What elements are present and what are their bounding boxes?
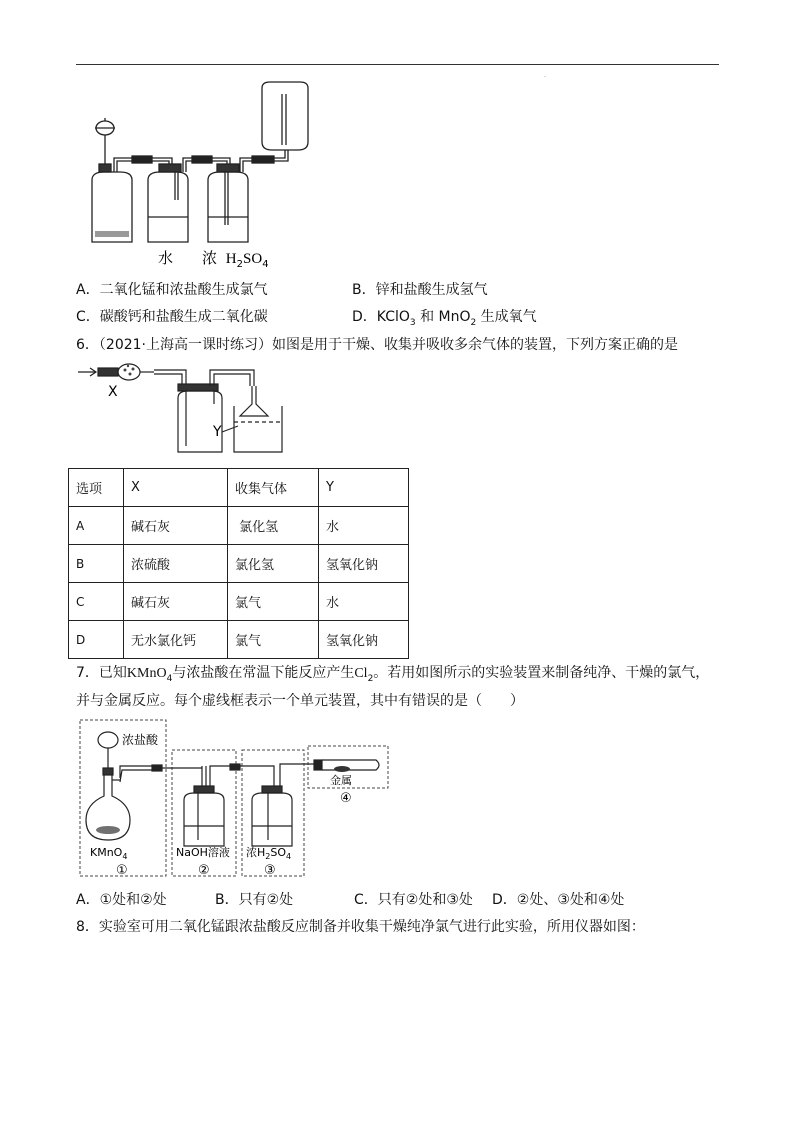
q5-option-d-sub1: 3 <box>409 317 416 328</box>
table-cell: B <box>69 545 124 583</box>
q5-label-conc: 浓 <box>202 249 218 267</box>
q7-label-conc-sub2: 4 <box>286 852 292 861</box>
q8-stem: 8．实验室可用二氧化锰跟浓盐酸反应制备并收集干燥纯净氯气进行此实验，所用仪器如图： <box>76 919 645 935</box>
q7-stem-cl: Cl <box>354 666 368 681</box>
q7-label-n1: ① <box>116 863 128 878</box>
table-cell: 碱石灰 <box>124 507 228 545</box>
q6-options-table <box>68 468 409 659</box>
q7-label-kmno4-main: KMnO <box>90 846 123 859</box>
q5-option-b: B．锌和盐酸生成氢气 <box>352 282 488 298</box>
q7-apparatus-figure <box>76 716 392 882</box>
q7-option-a: A．①处和②处 <box>76 892 167 908</box>
table-cell: 氯化氢 <box>228 545 319 583</box>
table-cell: 氯化氢 <box>228 507 319 545</box>
table-cell: 氯气 <box>228 621 319 659</box>
q7-stem-b: 与浓盐酸在常温下能反应产生 <box>172 665 355 681</box>
q7-stem-cl-sub: 2 <box>367 673 374 684</box>
table-cell: 无水氯化钙 <box>124 621 228 659</box>
q7-label-metal: 金属 <box>330 774 352 787</box>
header-rule <box>76 64 719 65</box>
q6-label-x: X <box>108 384 118 400</box>
q7-stem-a: 7．已知 <box>76 665 127 681</box>
q5-label-sub2: 2 <box>236 259 244 270</box>
q7-label-n3: ③ <box>264 863 276 878</box>
table-cell: 浓硫酸 <box>124 545 228 583</box>
q7-label-n2: ② <box>198 863 210 878</box>
q5-option-a: A．二氧化锰和浓盐酸生成氯气 <box>76 282 268 298</box>
table-row <box>69 545 409 583</box>
table-cell: 水 <box>319 507 409 545</box>
q5-option-c: C．碳酸钙和盐酸生成二氧化碳 <box>76 309 268 325</box>
q5-label-so: SO <box>243 251 263 267</box>
q7-label-naoh: NaOH溶液 <box>176 846 230 859</box>
q6-stem: 6．（2021·上海高一课时练习）如图是用于干燥、收集并吸收多余气体的装置，下列方案正确的是 <box>76 337 678 353</box>
table-cell: 氢氧化钠 <box>319 545 409 583</box>
q5-label-sub4: 4 <box>262 259 269 270</box>
table-header-cell: X <box>124 469 228 507</box>
table-row <box>69 507 409 545</box>
q7-stem-c: 。若用如图所示的实验装置来制备纯净、干燥的氯气， <box>373 665 710 681</box>
table-cell: 水 <box>319 583 409 621</box>
q7-stem-line2: 并与金属反应。每个虚线框表示一个单元装置，其中有错误的是（ ） <box>76 693 524 709</box>
q7-label-kmno4 <box>90 846 127 861</box>
q7-stem-kmno4-sub: 4 <box>166 673 173 684</box>
table-cell: C <box>69 583 124 621</box>
q6-y-pointer <box>222 426 238 432</box>
q7-label-n4: ④ <box>340 791 352 806</box>
q7-label-conc-main: 浓H <box>246 846 266 859</box>
q7-label-kmno4-sub: 4 <box>122 852 128 861</box>
q5-apparatus-figure <box>80 80 310 272</box>
q6-label-y: Y <box>213 424 222 440</box>
q7-label-conc-hcl: 浓盐酸 <box>122 733 159 747</box>
table-cell: A <box>69 507 124 545</box>
q7-option-c: C．只有②处和③处 <box>354 892 473 908</box>
q7-stem-line1 <box>76 662 709 684</box>
q7-label-conc-so: SO <box>270 846 287 859</box>
q5-option-d-b: 和 MnO <box>415 309 471 325</box>
table-header-row <box>69 469 409 507</box>
table-cell: 氯气 <box>228 583 319 621</box>
table-cell: 碱石灰 <box>124 583 228 621</box>
q6-apparatus-figure <box>74 360 284 456</box>
q7-option-b: B．只有②处 <box>215 892 294 908</box>
table-cell: D <box>69 621 124 659</box>
q5-label-h: H <box>225 251 237 267</box>
table-header-cell: Y <box>319 469 409 507</box>
table-row <box>69 583 409 621</box>
table-row <box>69 621 409 659</box>
q5-label-h2so4 <box>202 249 269 270</box>
q5-label-water: 水 <box>158 249 174 267</box>
q5-option-d <box>352 306 537 328</box>
q5-option-d-c: 生成氧气 <box>476 309 537 325</box>
table-cell: 氢氧化钠 <box>319 621 409 659</box>
q7-label-conc-h2so4 <box>246 845 291 861</box>
table-header-cell: 选项 <box>69 469 124 507</box>
q7-label-conc-sub: 2 <box>265 852 271 861</box>
speck: . <box>544 72 546 79</box>
q5-option-d-a: D．KClO <box>352 309 410 325</box>
q7-stem-kmno4: KMnO <box>126 666 167 681</box>
q7-option-d: D．②处、③处和④处 <box>492 892 625 908</box>
q5-option-d-sub2: 2 <box>470 317 477 328</box>
table-header-cell: 收集气体 <box>228 469 319 507</box>
